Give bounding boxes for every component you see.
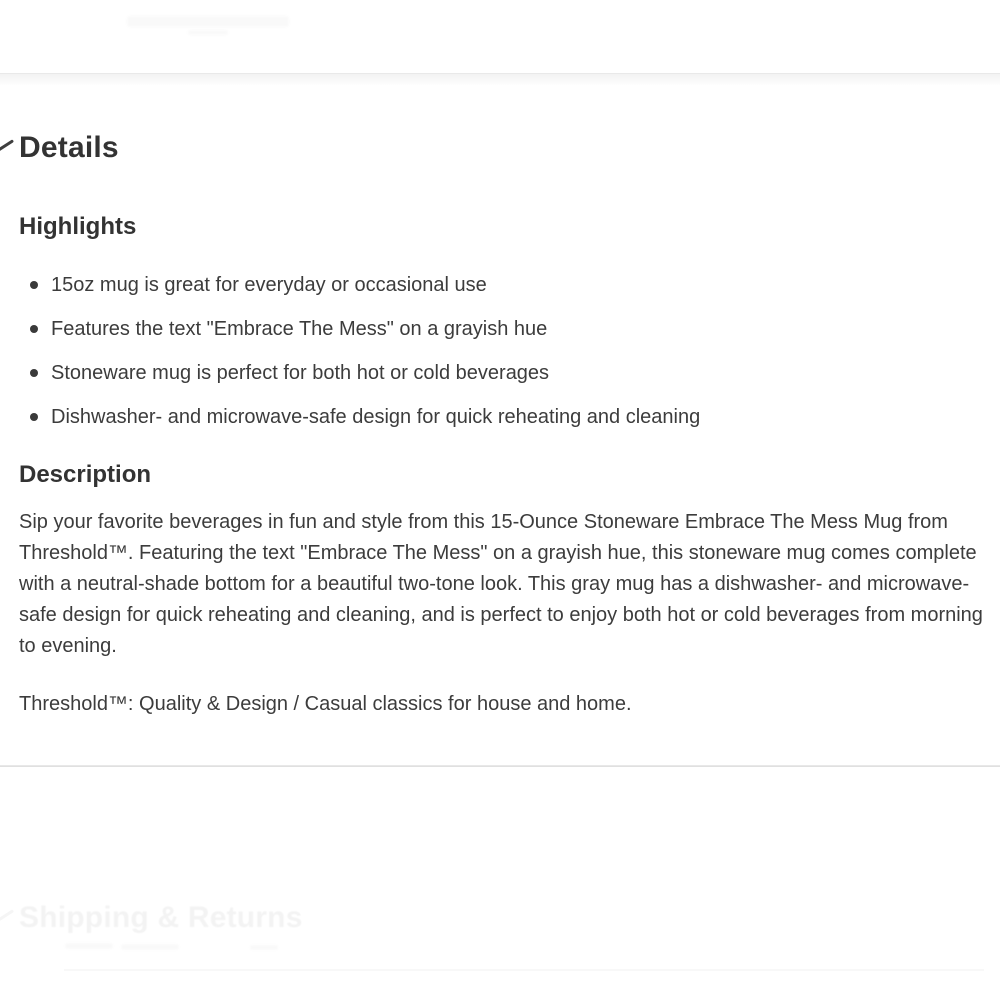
details-section-title: Details [19, 131, 119, 164]
details-section [0, 86, 1000, 716]
list-item [19, 275, 984, 296]
header-shadow [0, 74, 1000, 86]
description-body: Sip your favorite beverages in fun and style from this 15-Ounce Stoneware Embrace The Mess Mug from Threshold™. Featuring the text "Embrace The Mess" on a grayish hue, this stoneware mug comes complete with a neutral-shade bottom for a beautiful two-tone look. This gray mug has a dishwasher- and microwave-safe design for quick reheating and cleaning, and is perfect to enjoy both hot or cold beverages from morning to evening. [19, 511, 983, 657]
shipping-returns-title: Shipping & Returns [19, 901, 303, 934]
bullet-icon [30, 281, 38, 289]
highlight-text: Stoneware mug is perfect for both hot or cold beverages [51, 362, 550, 384]
highlights-list [19, 275, 984, 428]
bullet-icon [30, 413, 38, 421]
bullet-icon [30, 325, 38, 333]
list-item [19, 407, 984, 428]
highlight-text: Dishwasher- and microwave-safe design for quick reheating and cleaning [51, 406, 701, 428]
chevron-up-icon [0, 139, 14, 153]
chevron-icon [0, 909, 14, 923]
shipping-returns-section [0, 767, 1000, 971]
ghost-text-bar [250, 945, 278, 950]
details-accordion-header[interactable] [19, 133, 984, 163]
brand-tagline: Threshold™: Quality & Design / Casual classics for house and home. [19, 693, 632, 715]
description-heading: Description [19, 461, 152, 488]
list-item [19, 363, 984, 384]
highlights-heading: Highlights [19, 213, 137, 240]
faded-content-region [19, 943, 984, 955]
ghost-text-bar [121, 944, 179, 950]
ghost-text-bar [188, 30, 228, 35]
faint-divider [64, 969, 984, 971]
ghost-text-bar [65, 943, 113, 949]
shipping-returns-accordion-header[interactable] [19, 903, 984, 933]
faded-header-region [0, 0, 1000, 73]
ghost-text-bar [127, 16, 289, 27]
list-item [19, 319, 984, 340]
highlight-text: 15oz mug is great for everyday or occasional use [51, 274, 487, 296]
highlight-text: Features the text "Embrace The Mess" on a grayish hue [51, 318, 548, 340]
bullet-icon [30, 369, 38, 377]
